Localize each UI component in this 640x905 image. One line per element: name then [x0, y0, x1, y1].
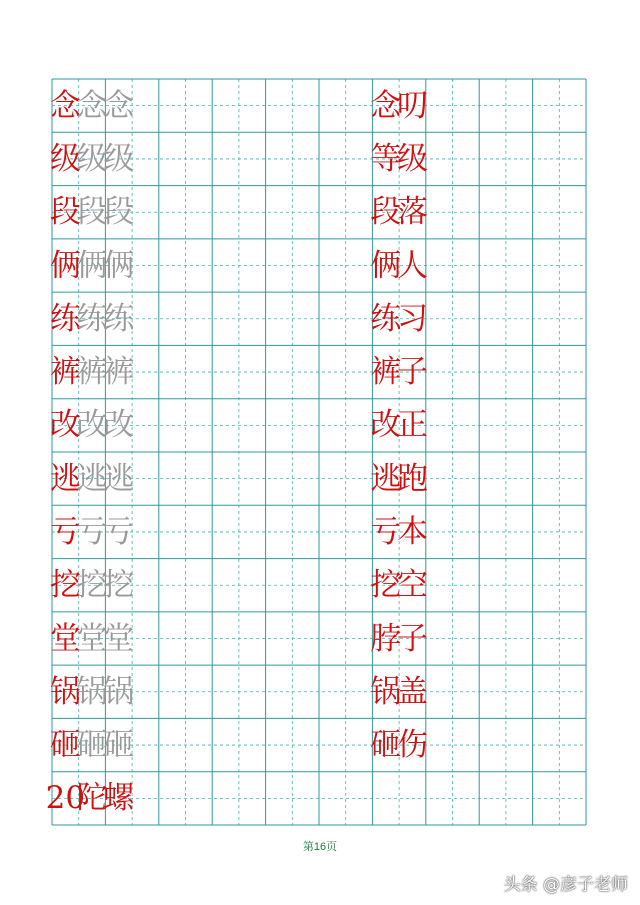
tracing-character: 亏 [76, 513, 108, 550]
word-character: 本 [396, 513, 428, 550]
model-character: 改 [49, 407, 81, 444]
tracing-character: 级 [76, 140, 108, 177]
word-character: 念 [370, 87, 402, 124]
tracing-character: 俩 [76, 247, 108, 284]
word-character: 正 [396, 407, 428, 444]
word-character: 级 [396, 140, 428, 177]
tracing-character: 裤 [103, 354, 135, 391]
model-character: 堂 [49, 620, 81, 657]
word-character: 空 [396, 567, 428, 604]
tracing-character: 挖 [76, 567, 108, 604]
model-character: 级 [49, 140, 81, 177]
model-character: 练 [49, 300, 81, 337]
tracing-character: 锅 [103, 673, 135, 710]
word-character: 人 [396, 247, 428, 284]
model-character: 锅 [49, 673, 81, 710]
word-character: 段 [370, 194, 402, 231]
word-character: 练 [370, 300, 402, 337]
word-character: 俩 [370, 247, 402, 284]
tracing-character: 砸 [103, 727, 135, 764]
model-character: 段 [49, 194, 81, 231]
tracing-character: 念 [76, 87, 108, 124]
tracing-character: 练 [103, 300, 135, 337]
tracing-character: 改 [76, 407, 108, 444]
tracing-character: 念 [103, 87, 135, 124]
word-character: 锅 [370, 673, 402, 710]
word-character: 等 [370, 140, 402, 177]
word-character: 落 [396, 194, 428, 231]
tracing-character: 段 [76, 194, 108, 231]
model-character: 逃 [49, 460, 81, 497]
tracing-character: 砸 [76, 727, 108, 764]
tracing-character: 俩 [103, 247, 135, 284]
tracing-character: 堂 [76, 620, 108, 657]
model-character: 亏 [49, 513, 81, 550]
word-character: 裤 [370, 354, 402, 391]
word-character: 伤 [396, 727, 428, 764]
model-character: 挖 [49, 567, 81, 604]
tracing-character: 亏 [103, 513, 135, 550]
model-character: 陀 [76, 780, 108, 817]
word-character: 脖 [370, 620, 402, 657]
word-character: 跑 [396, 460, 428, 497]
tracing-character: 级 [103, 140, 135, 177]
word-character: 砸 [370, 727, 402, 764]
model-character: 砸 [49, 727, 81, 764]
watermark-text: 头条 @彦子老师 [503, 875, 628, 895]
model-character: 念 [49, 87, 81, 124]
word-character: 亏 [370, 513, 402, 550]
tracing-character: 堂 [103, 620, 135, 657]
tracing-character: 段 [103, 194, 135, 231]
tracing-character: 锅 [76, 673, 108, 710]
word-character: 叨 [396, 87, 428, 124]
page-number: 第16页 [302, 841, 338, 853]
word-character: 子 [396, 620, 428, 657]
word-character: 挖 [370, 567, 402, 604]
tracing-character: 逃 [76, 460, 108, 497]
model-character: 20 [45, 780, 86, 817]
word-character: 盖 [396, 673, 428, 710]
tracing-character: 逃 [103, 460, 135, 497]
model-character: 螺 [103, 780, 135, 817]
tracing-character: 改 [103, 407, 135, 444]
word-character: 子 [396, 354, 428, 391]
word-character: 习 [396, 300, 428, 337]
model-character: 裤 [49, 354, 81, 391]
tracing-character: 练 [76, 300, 108, 337]
tracing-character: 挖 [103, 567, 135, 604]
word-character: 逃 [370, 460, 402, 497]
tracing-character: 裤 [76, 354, 108, 391]
word-character: 改 [370, 407, 402, 444]
model-character: 俩 [49, 247, 81, 284]
